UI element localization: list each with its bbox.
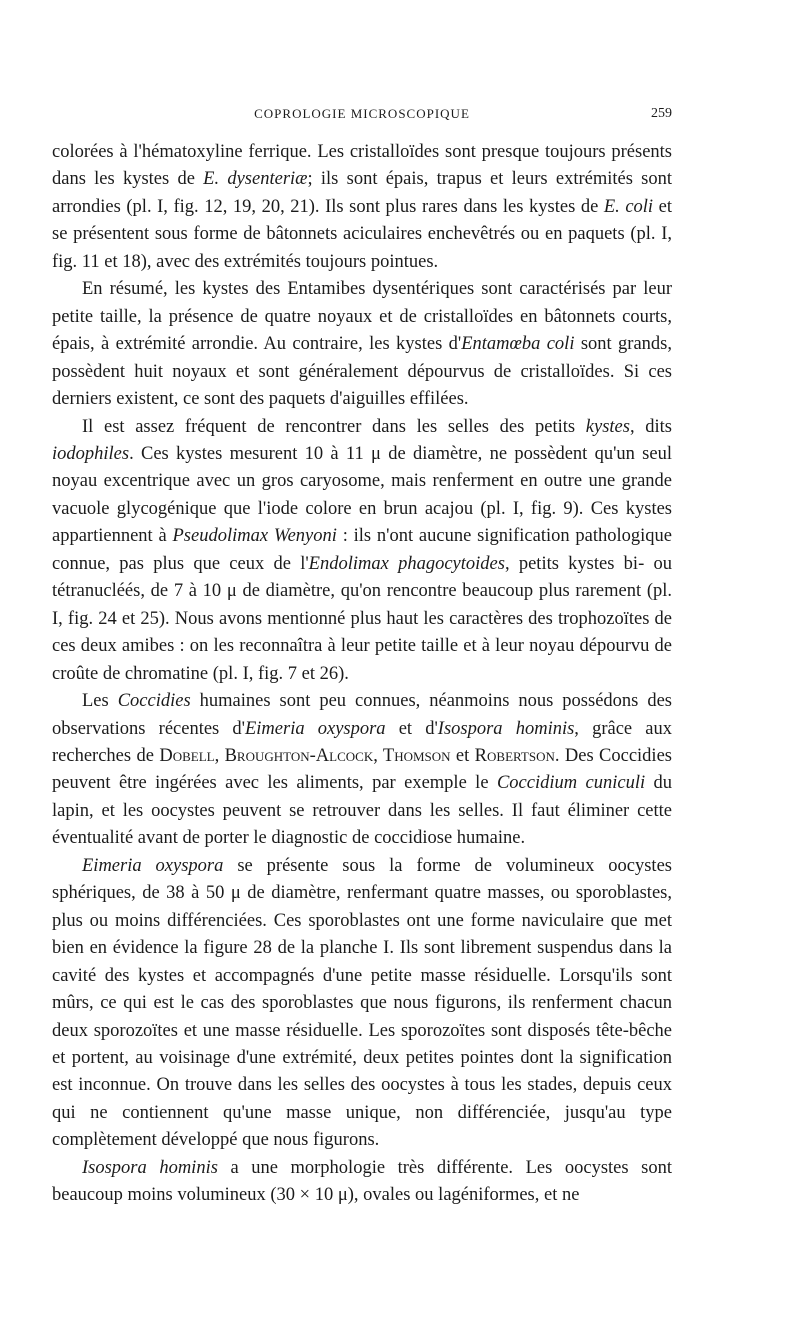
running-title: COPROLOGIE MICROSCOPIQUE [254,106,470,121]
text-run: , petits kystes bi- ou tétranucléés, de 7 à 10 μ de diamètre, qu'on rencontre beaucoup plus rarement (pl. I, fig. 24 et 25). Nous avons mentionné plus haut les caractères des trophozoïtes de ces deux amibes : on les reconnaîtra à leur petite taille et à leur noyau dépourvu de croûte de chromatine (pl. I, fig. 7 et 26). [52,553,672,684]
italic-term: Coccidium cuniculi [496,773,646,794]
text-run: En résumé, les kystes des Entamibes dysentériques sont caractérisés par leur petite taille, la présence de quatre noyaux et de cristalloïdes en bâtonnets courts, épais, à extrémité arrondie. Au contraire, les kystes d' [52,279,672,355]
text-run: se présente sous la forme de volumineux oocystes sphériques, de 38 à 50 μ de diamètre, renfermant quatre masses, ou sporoblastes, plus ou moins différenciées. Ces sporoblastes ont une forme naviculaire que met bien en évidence la figure 28 de la planche I. Ils sont librement suspendus dans la cavité des kystes et accompagnés d'une petite masse résiduelle. Lorsqu'ils sont mûrs, ce qui est le cas des sporoblastes que nous figurons, ils renferment chacun deux sporozoïtes et une masse résiduelle. Les sporozoïtes sont disposés tête-bêche et portent, au voisinage d'une extrémité, deux petites pointes dont la signification est inconnue. On trouve dans les selles des oocystes à tous les stades, depuis ceux qui ne contiennent qu'une masse unique, non différenciée, jusqu'au type complètement développé que nous figurons. [52,855,672,1151]
italic-term: E. dysenteriæ [203,169,308,190]
italic-term: Endolimax phagocytoides [308,553,505,574]
italic-term: kystes [585,416,630,437]
italic-term: Eimeria oxyspora [82,855,224,876]
page-number: 259 [651,106,672,121]
paragraph [52,853,672,1155]
text-run: colorées à l'hématoxyline ferrique. Les cristalloïdes sont presque toujours présents dans les kystes de [52,142,672,190]
italic-term: Isospora hominis [82,1157,218,1178]
text-run: ; ils sont épais, trapus et leurs extrémités sont arrondies (pl. I, fig. 12, 19, 20, 21). Ils sont plus rares dans les kystes de [52,169,672,217]
text-run: a une morphologie très différente. Les oocystes sont beaucoup moins volumineux (30 × 10 μ), ovales ou lagéniformes, et ne [52,1157,672,1206]
text-run: et d' [385,718,438,739]
text-run: Les [82,691,118,712]
italic-term: Pseudolimax Wenyoni [172,526,337,547]
text-run: et [450,745,475,766]
text-run: du lapin, et les oocystes peuvent se retrouver dans les selles. Il faut éliminer cette éventualité avant de porter le diagnostic de coccidiose humaine. [52,773,673,849]
text-run: humaines sont peu connues, néanmoins nous possédons des observations récentes d' [52,691,672,739]
text-run: . Ces kystes mesurent 10 à 11 μ de diamètre, ne possèdent qu'un seul noyau excentrique avec un gros caryosome, mais renferment en outre une grande vacuole glycogénique que l'iode colore en brun acajou (pl. I, fig. 9). Ces kystes appartiennent à [52,443,672,547]
text-run: , dits [629,416,672,437]
body-text [52,139,672,1210]
running-header [52,104,672,126]
italic-term: E. coli [603,196,654,217]
text-run: : ils n'ont aucune signification pathologique connue, pas plus que ceux de l' [52,526,672,574]
paragraph [52,1155,672,1210]
author-names: Robertson [474,745,555,766]
italic-term: Eimeria oxyspora [244,718,386,739]
text-run: . Des Coccidies peuvent être ingérées avec les aliments, par exemple le [52,745,672,794]
paragraph [52,688,672,853]
text-run: et se présentent sous forme de bâtonnets aciculaires enchevêtrés ou en paquets (pl. I, fig. 11 et 18), avec des extrémités toujours pointues. [52,196,672,272]
author-names: Dobell, Broughton-Alcock, Thomson [159,745,451,766]
text-run: , grâce aux recherches de [52,718,672,766]
text-run: Il est assez fréquent de rencontrer dans les selles des petits [82,416,586,437]
paragraph [52,139,672,276]
paragraph [52,414,672,689]
italic-term: Entamœba coli [461,334,575,355]
italic-term: Coccidies [117,691,191,712]
text-run: sont grands, possèdent huit noyaux et sont généralement dépourvus de cristalloïdes. Si ces derniers existent, ce sont des paquets d'aiguilles effilées. [52,334,672,410]
italic-term: iodophiles [52,443,130,464]
italic-term: Isospora hominis [437,718,575,739]
paragraph [52,276,672,413]
